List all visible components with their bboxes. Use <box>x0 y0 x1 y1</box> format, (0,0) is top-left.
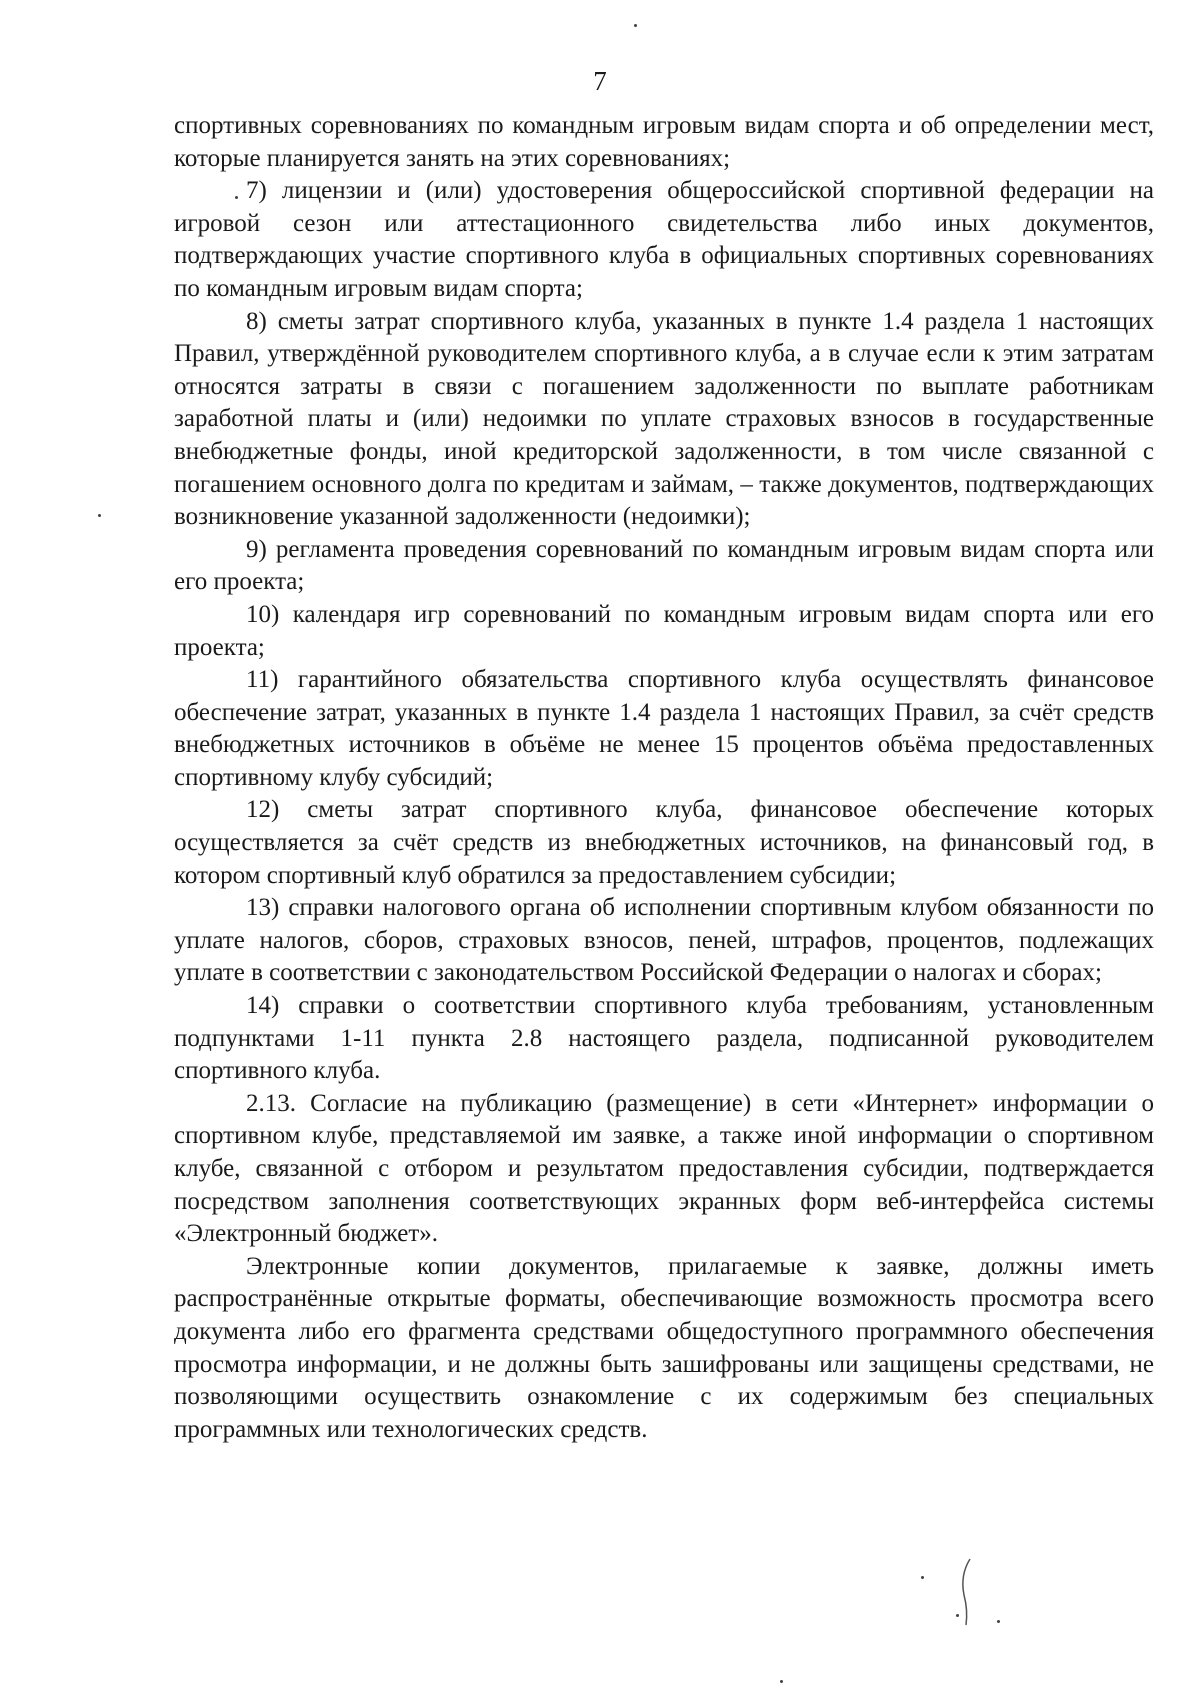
page-number: 7 <box>593 66 607 96</box>
list-item-9: 9) регламента проведения соревнований по командным игровым видам спорта или его проекта; <box>174 535 1154 596</box>
list-item-7: 7) лицензии и (или) удостоверения общероссийской спортивной федерации на игровой сезон или аттестационного свидетельства либо иных документов, подтверждающих участие спортивного клуба в официальных спортивных соревнованиях по командным игровым видам спорта; <box>174 177 1154 302</box>
list-item-11: 11) гарантийного обязательства спортивного клуба осуществлять финансовое обеспечение затрат, указанных в пункте 1.4 раздела 1 настоящих Правил, за счёт средств внебюджетных источников в объёме не менее 15 процентов объёма предоставленных спортивному клубу субсидий; <box>174 666 1154 791</box>
list-item-12: 12) сметы затрат спортивного клуба, финансовое обеспечение которых осуществляется за счёт средств из внебюджетных источников, на финансовый год, в котором спортивный клуб обратился за предоставлением субсидии; <box>174 796 1154 889</box>
list-item-13: 13) справки налогового органа об исполнении спортивным клубом обязанности по уплате налогов, сборов, страховых взносов, пеней, штрафов, процентов, подлежащих уплате в соответствии с законодательством Российской Федерации о налогах и сборах; <box>174 894 1154 987</box>
paragraph-continuation: спортивных соревнованиях по командным игровым видам спорта и об определении мест, которые планируется занять на этих соревнованиях; <box>174 112 1154 172</box>
list-item-14: 14) справки о соответствии спортивного клуба требованиям, установленным подпунктами 1-11 пункта 2.8 настоящего раздела, подписанной руководителем спортивного клуба. <box>174 992 1154 1085</box>
document-body <box>174 110 1154 1446</box>
electronic-copies-paragraph: Электронные копии документов, прилагаемые к заявке, должны иметь распространённые открытые форматы, обеспечивающие возможность просмотра всего документа либо его фрагмента средствами общедоступного программного обеспечения просмотра информации, и не должны быть зашифрованы или защищены средствами, не позволяющими осуществить ознакомление с их содержимым без специальных программных или технологических средств. <box>174 1252 1154 1443</box>
list-item-10: 10) календаря игр соревнований по командным игровым видам спорта или его проекта; <box>174 600 1154 661</box>
list-item-8: 8) сметы затрат спортивного клуба, указанных в пункте 1.4 раздела 1 настоящих Правил, утверждённой руководителем спортивного клуба, а в случае если к этим затратам относятся затраты в связи с погашением задолженности по выплате работникам заработной платы и (или) недоимки по уплате страховых взносов в государственные внебюджетные фонды, иной кредиторской задолженности, в том числе связанной с погашением основного долга по кредитам и займам, – также документов, подтверждающих возникновение указанной задолженности (недоимки); <box>174 307 1154 531</box>
section-2-13: 2.13. Согласие на публикацию (размещение) в сети «Интернет» информации о спортивном клубе, представляемой им заявке, а также иной информации о спортивном клубе, связанной с отбором и результатом предоставления субсидии, подтверждается посредством заполнения соответствующих экранных форм веб-интерфейса системы «Электронный бюджет». <box>174 1089 1154 1248</box>
